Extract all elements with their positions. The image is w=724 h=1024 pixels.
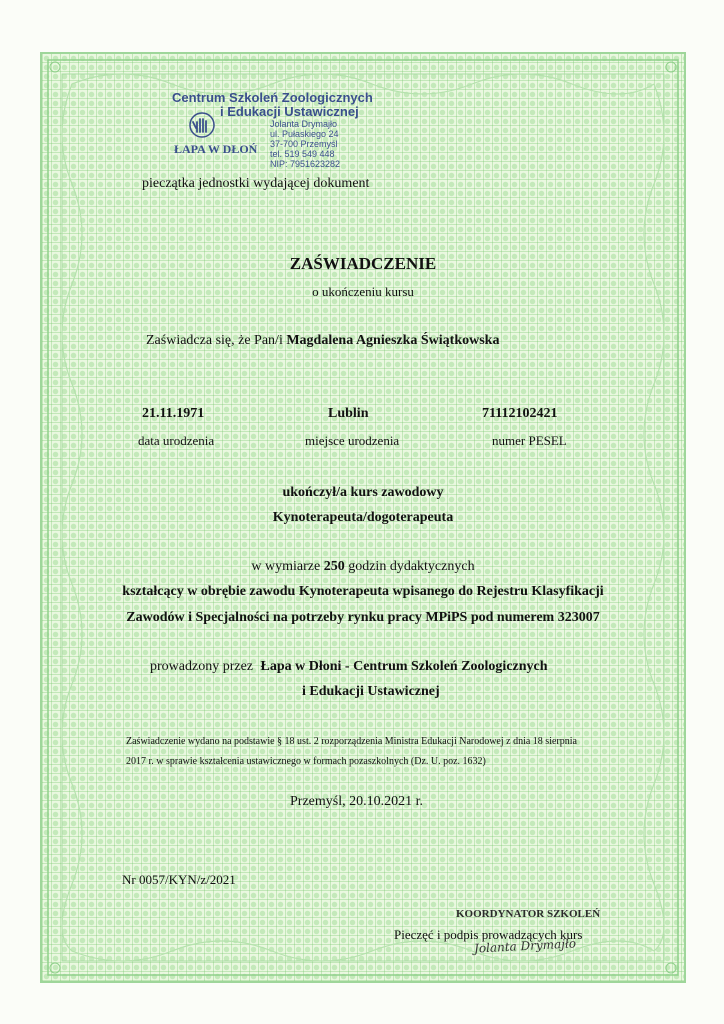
birth-place: Lublin <box>328 406 369 421</box>
legal-basis-line2: 2017 r. w sprawie kształcenia ustawicznego w formach pozaszkolnych (Dz. U. poz. 1632) <box>126 756 486 767</box>
description-line1: kształcący w obrębie zawodu Kynoterapeuta wpisanego do Rejestru Klasyfikacji <box>122 584 604 599</box>
hours-prefix: w wymiarze <box>251 559 321 574</box>
coordinator-stamp: KOORDYNATOR SZKOLEŃ <box>456 908 601 920</box>
person-name: Magdalena Agnieszka Świątkowska <box>286 333 500 348</box>
stamp-address-line: tel. 519 549 448 <box>270 149 335 159</box>
stamp-address-line: ul. Pułaskiego 24 <box>270 129 339 139</box>
organizer-name: Łapa w Dłoni - Centrum Szkoleń Zoologicznych <box>260 659 548 674</box>
stamp-address-line: 37-700 Przemyśl <box>270 139 338 149</box>
hours-suffix: godzin dydaktycznych <box>348 559 475 574</box>
certificate <box>40 52 686 983</box>
stamp-brand: ŁAPA W DŁOŃ <box>174 142 258 156</box>
organizer-line <box>150 659 548 675</box>
completed-line: ukończył/a kurs zawodowy <box>282 485 444 500</box>
paw-hand-icon <box>188 110 216 140</box>
place-date: Przemyśl, 20.10.2021 r. <box>290 794 423 809</box>
stamp-address-line: Jolanta Drymajło <box>270 119 338 129</box>
hours-value: 250 <box>323 559 345 574</box>
organizer-line2: i Edukacji Ustawicznej <box>302 684 440 699</box>
stamp-line2: i Edukacji Ustawicznej <box>220 104 359 119</box>
signature: Jolanta Drymajło <box>473 936 577 956</box>
organizer-prefix: prowadzony przez <box>150 659 254 674</box>
pesel-label: numer PESEL <box>492 433 567 448</box>
course-name: Kynoterapeuta/dogoterapeuta <box>272 510 454 525</box>
birth-place-label: miejsce urodzenia <box>305 433 400 448</box>
birth-date-label: data urodzenia <box>138 433 215 448</box>
document-subtitle: o ukończeniu kursu <box>312 284 414 299</box>
hours-line <box>42 559 684 575</box>
certification-line <box>146 333 499 349</box>
birth-date: 21.11.1971 <box>142 406 205 421</box>
stamp-caption: pieczątka jednostki wydającej dokument <box>142 176 370 191</box>
institution-stamp <box>172 90 430 180</box>
pesel-number: 71112102421 <box>482 406 558 421</box>
legal-basis-line1: Zaświadczenie wydano na podstawie § 18 ust. 2 rozporządzenia Ministra Edukacji Narodowej z dnia 18 sierpnia <box>126 736 577 747</box>
stamp-line1: Centrum Szkoleń Zoologicznych <box>172 90 373 105</box>
stamp-address-line: NIP: 7951623282 <box>270 159 341 169</box>
certifies-prefix: Zaświadcza się, że Pan/i <box>146 333 283 348</box>
description-line2: Zawodów i Specjalności na potrzeby rynku pracy MPiPS pod numerem 323007 <box>126 610 600 625</box>
document-title: ZAŚWIADCZENIE <box>289 254 437 273</box>
certificate-number: Nr 0057/KYN/z/2021 <box>122 872 236 887</box>
signature-caption: Pieczęć i podpis prowadzących kurs <box>394 927 583 942</box>
